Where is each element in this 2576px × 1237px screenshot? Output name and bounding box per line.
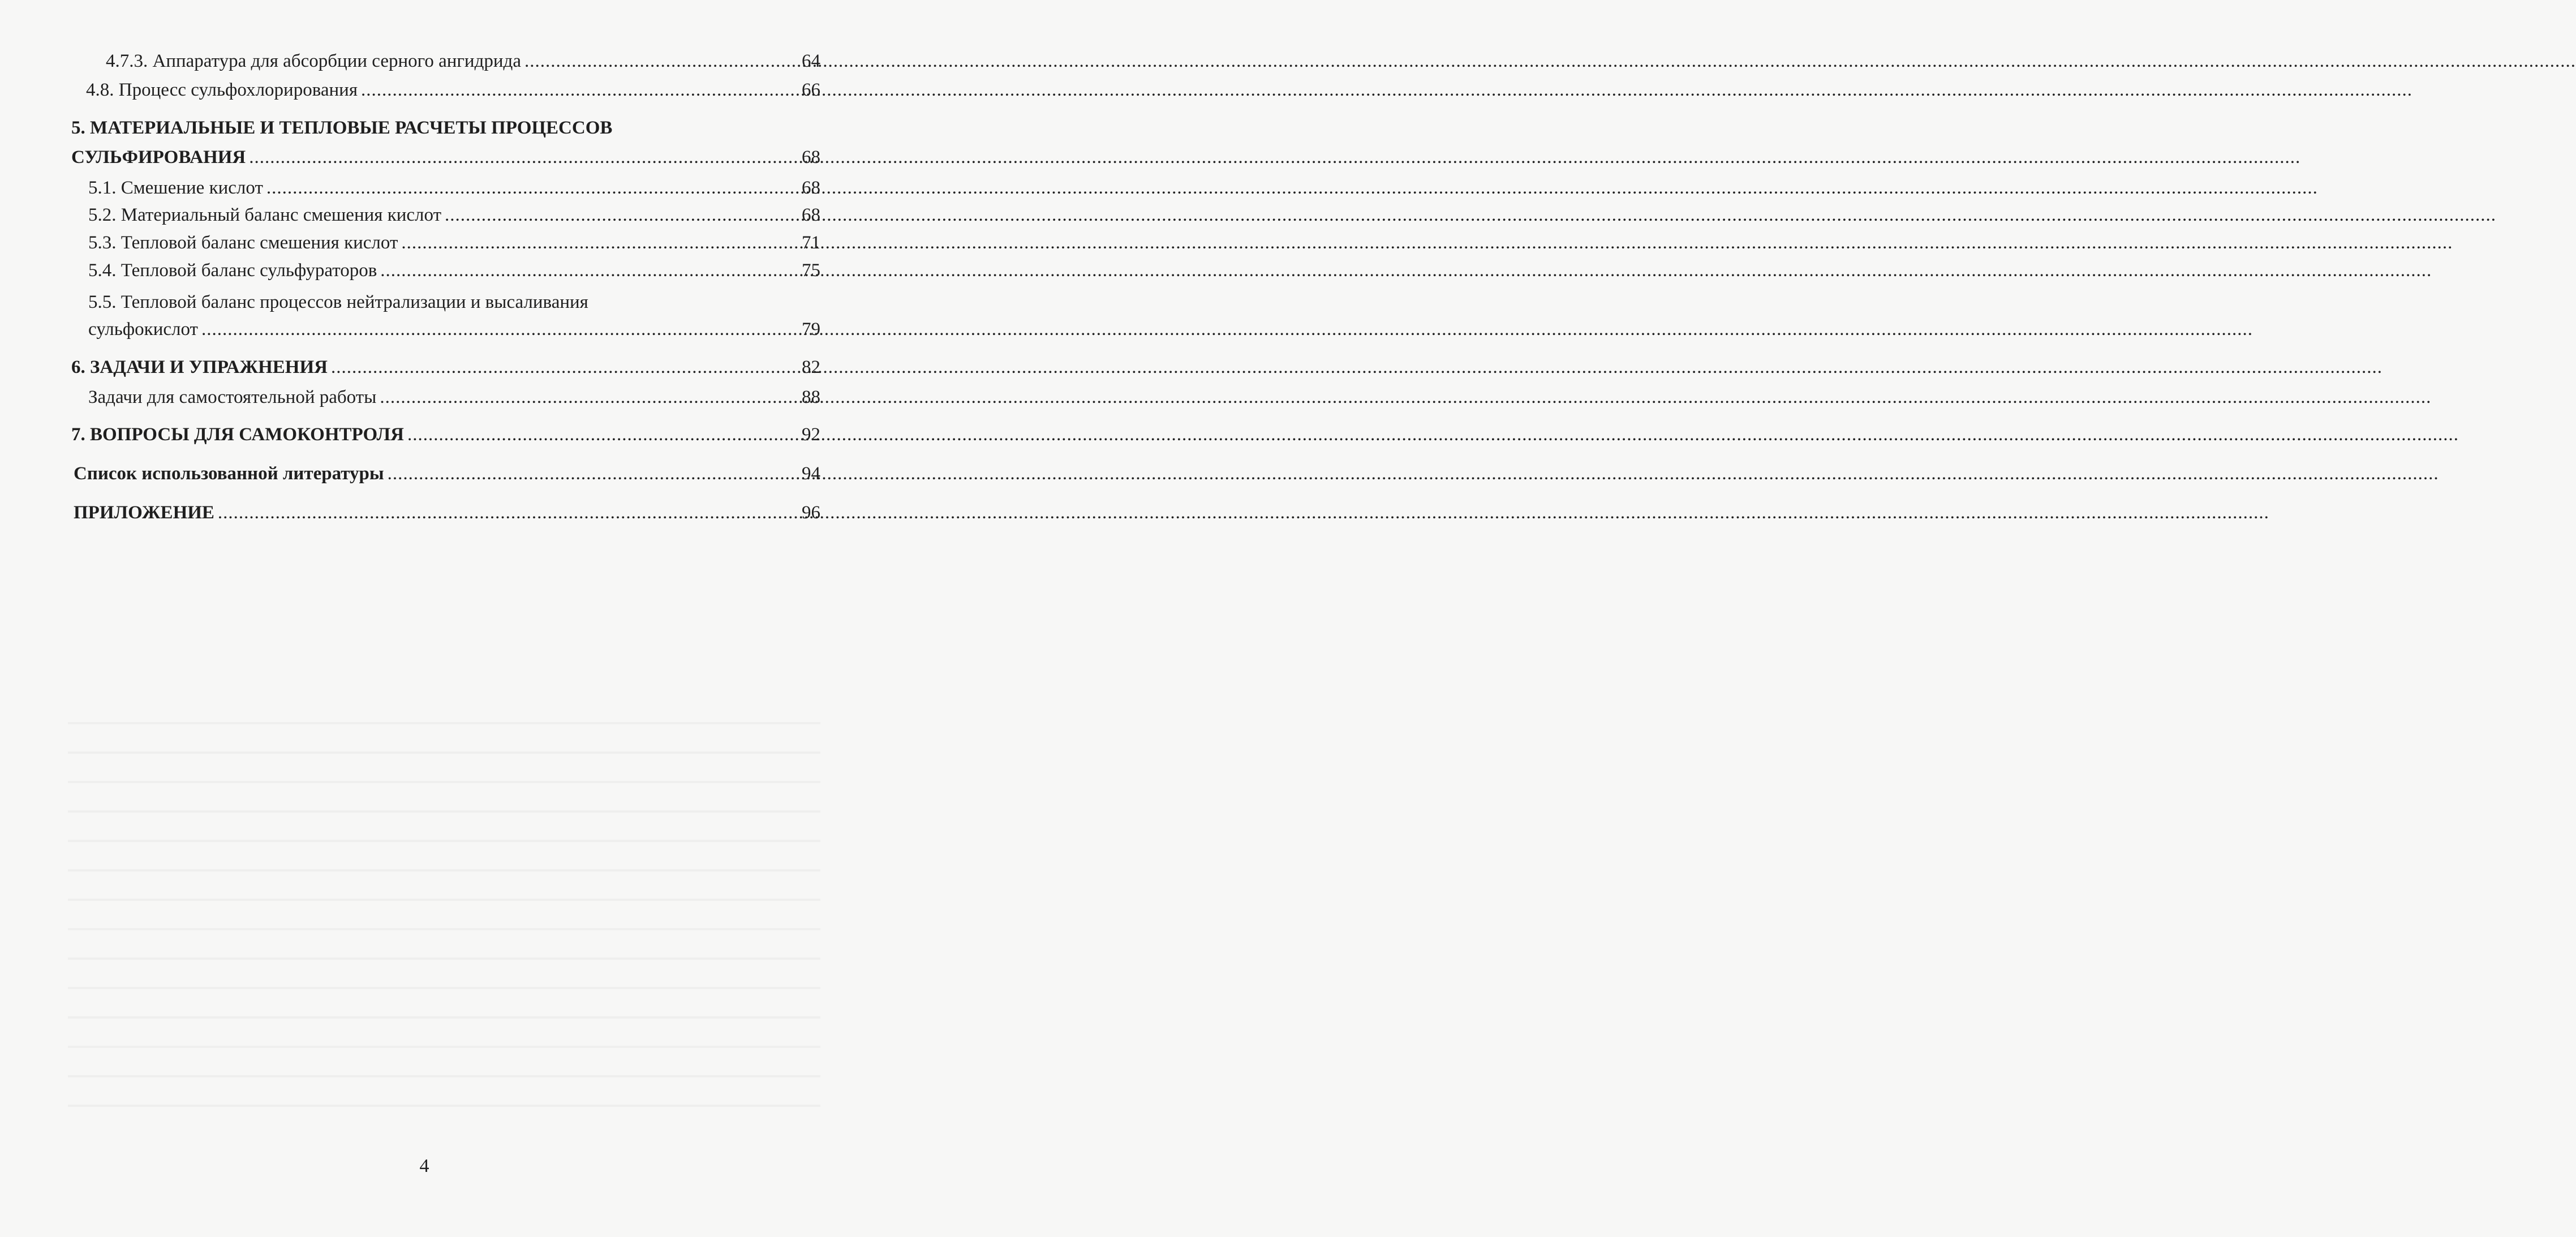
dot-leader	[407, 422, 798, 447]
toc-entry-literature	[74, 461, 820, 486]
toc-page: 64	[802, 51, 820, 71]
toc-number: 5.4.	[88, 260, 117, 281]
toc-entry-appendix	[74, 500, 820, 525]
toc-title: ВОПРОСЫ ДЛЯ САМОКОНТРОЛЯ	[90, 424, 404, 445]
toc-page: 68	[802, 147, 820, 167]
toc-title: Задачи для самостоятельной работы	[88, 387, 377, 407]
toc-page: 68	[802, 178, 820, 198]
dot-leader	[218, 500, 798, 525]
toc-title: Материальный баланс смешения кислот	[121, 205, 441, 225]
toc-entry-7	[71, 422, 820, 447]
toc-number: 5.	[71, 118, 85, 138]
toc-entry-5-line2	[71, 145, 820, 170]
toc-title-line2: сульфокислот	[88, 319, 198, 340]
dot-leader	[380, 258, 798, 283]
toc-entry-5-4	[88, 258, 820, 283]
toc-title-line1: МАТЕРИАЛЬНЫЕ И ТЕПЛОВЫЕ РАСЧЕТЫ ПРОЦЕССОВ	[90, 118, 613, 138]
toc-number: 5.2.	[88, 205, 117, 225]
toc-title: Смешение кислот	[121, 178, 263, 198]
toc-page: 92	[802, 424, 820, 445]
toc-title: Процесс сульфохлорирования	[118, 80, 358, 100]
dot-leader	[249, 145, 798, 170]
toc-number: 4.8.	[86, 80, 114, 100]
dot-leader	[524, 49, 798, 74]
toc-number: 4.7.3.	[106, 51, 148, 71]
dot-leader	[266, 175, 798, 200]
dot-leader	[201, 317, 798, 342]
toc-entry-5-5	[88, 289, 820, 316]
dot-leader	[331, 355, 798, 380]
toc-page: 71	[802, 233, 820, 253]
toc-entry-5-3	[88, 230, 820, 255]
toc-number: 5.5.	[88, 292, 117, 312]
toc-page: 68	[802, 205, 820, 225]
toc-entry-5-1	[88, 175, 820, 200]
dot-leader	[361, 78, 798, 102]
dot-leader	[388, 461, 798, 486]
toc-title: ЗАДАЧИ И УПРАЖНЕНИЯ	[90, 357, 328, 377]
page-number: 4	[419, 1156, 429, 1176]
toc-entry-5-5-line2	[88, 317, 820, 342]
toc-number: 7.	[71, 424, 85, 445]
toc-page: 75	[802, 260, 820, 281]
toc-number: 6.	[71, 357, 85, 377]
toc-title-line1: Тепловой баланс процессов нейтрализации и высаливания	[121, 292, 588, 312]
toc-entry-4-8	[86, 78, 820, 102]
toc-entry-5-2	[88, 203, 820, 227]
dot-leader	[401, 230, 798, 255]
toc-title: Список использованной литературы	[74, 463, 384, 484]
toc-title: Тепловой баланс смешения кислот	[121, 233, 398, 253]
toc-number: 5.1.	[88, 178, 117, 198]
toc-title: ПРИЛОЖЕНИЕ	[74, 502, 214, 523]
toc-title: Тепловой баланс сульфураторов	[121, 260, 377, 281]
toc-page: 96	[802, 502, 820, 523]
toc-entry-6-tasks	[88, 385, 820, 410]
toc-entry-6	[71, 355, 820, 380]
toc-entry-4-7-3	[106, 49, 820, 74]
toc-page: 82	[802, 357, 820, 377]
toc-page: 79	[802, 319, 820, 340]
toc-page: 94	[802, 463, 820, 484]
dot-leader	[380, 385, 798, 410]
toc-title: Аппаратура для абсорбции серного ангидрида	[152, 51, 521, 71]
toc-page: 66	[802, 80, 820, 100]
document-page	[0, 0, 849, 1237]
bleed-through-shadow	[68, 702, 820, 1132]
toc-entry-5	[71, 114, 820, 141]
toc-page: 88	[802, 387, 820, 407]
toc-title-line2: СУЛЬФИРОВАНИЯ	[71, 147, 246, 167]
toc-number: 5.3.	[88, 233, 117, 253]
dot-leader	[445, 203, 798, 227]
